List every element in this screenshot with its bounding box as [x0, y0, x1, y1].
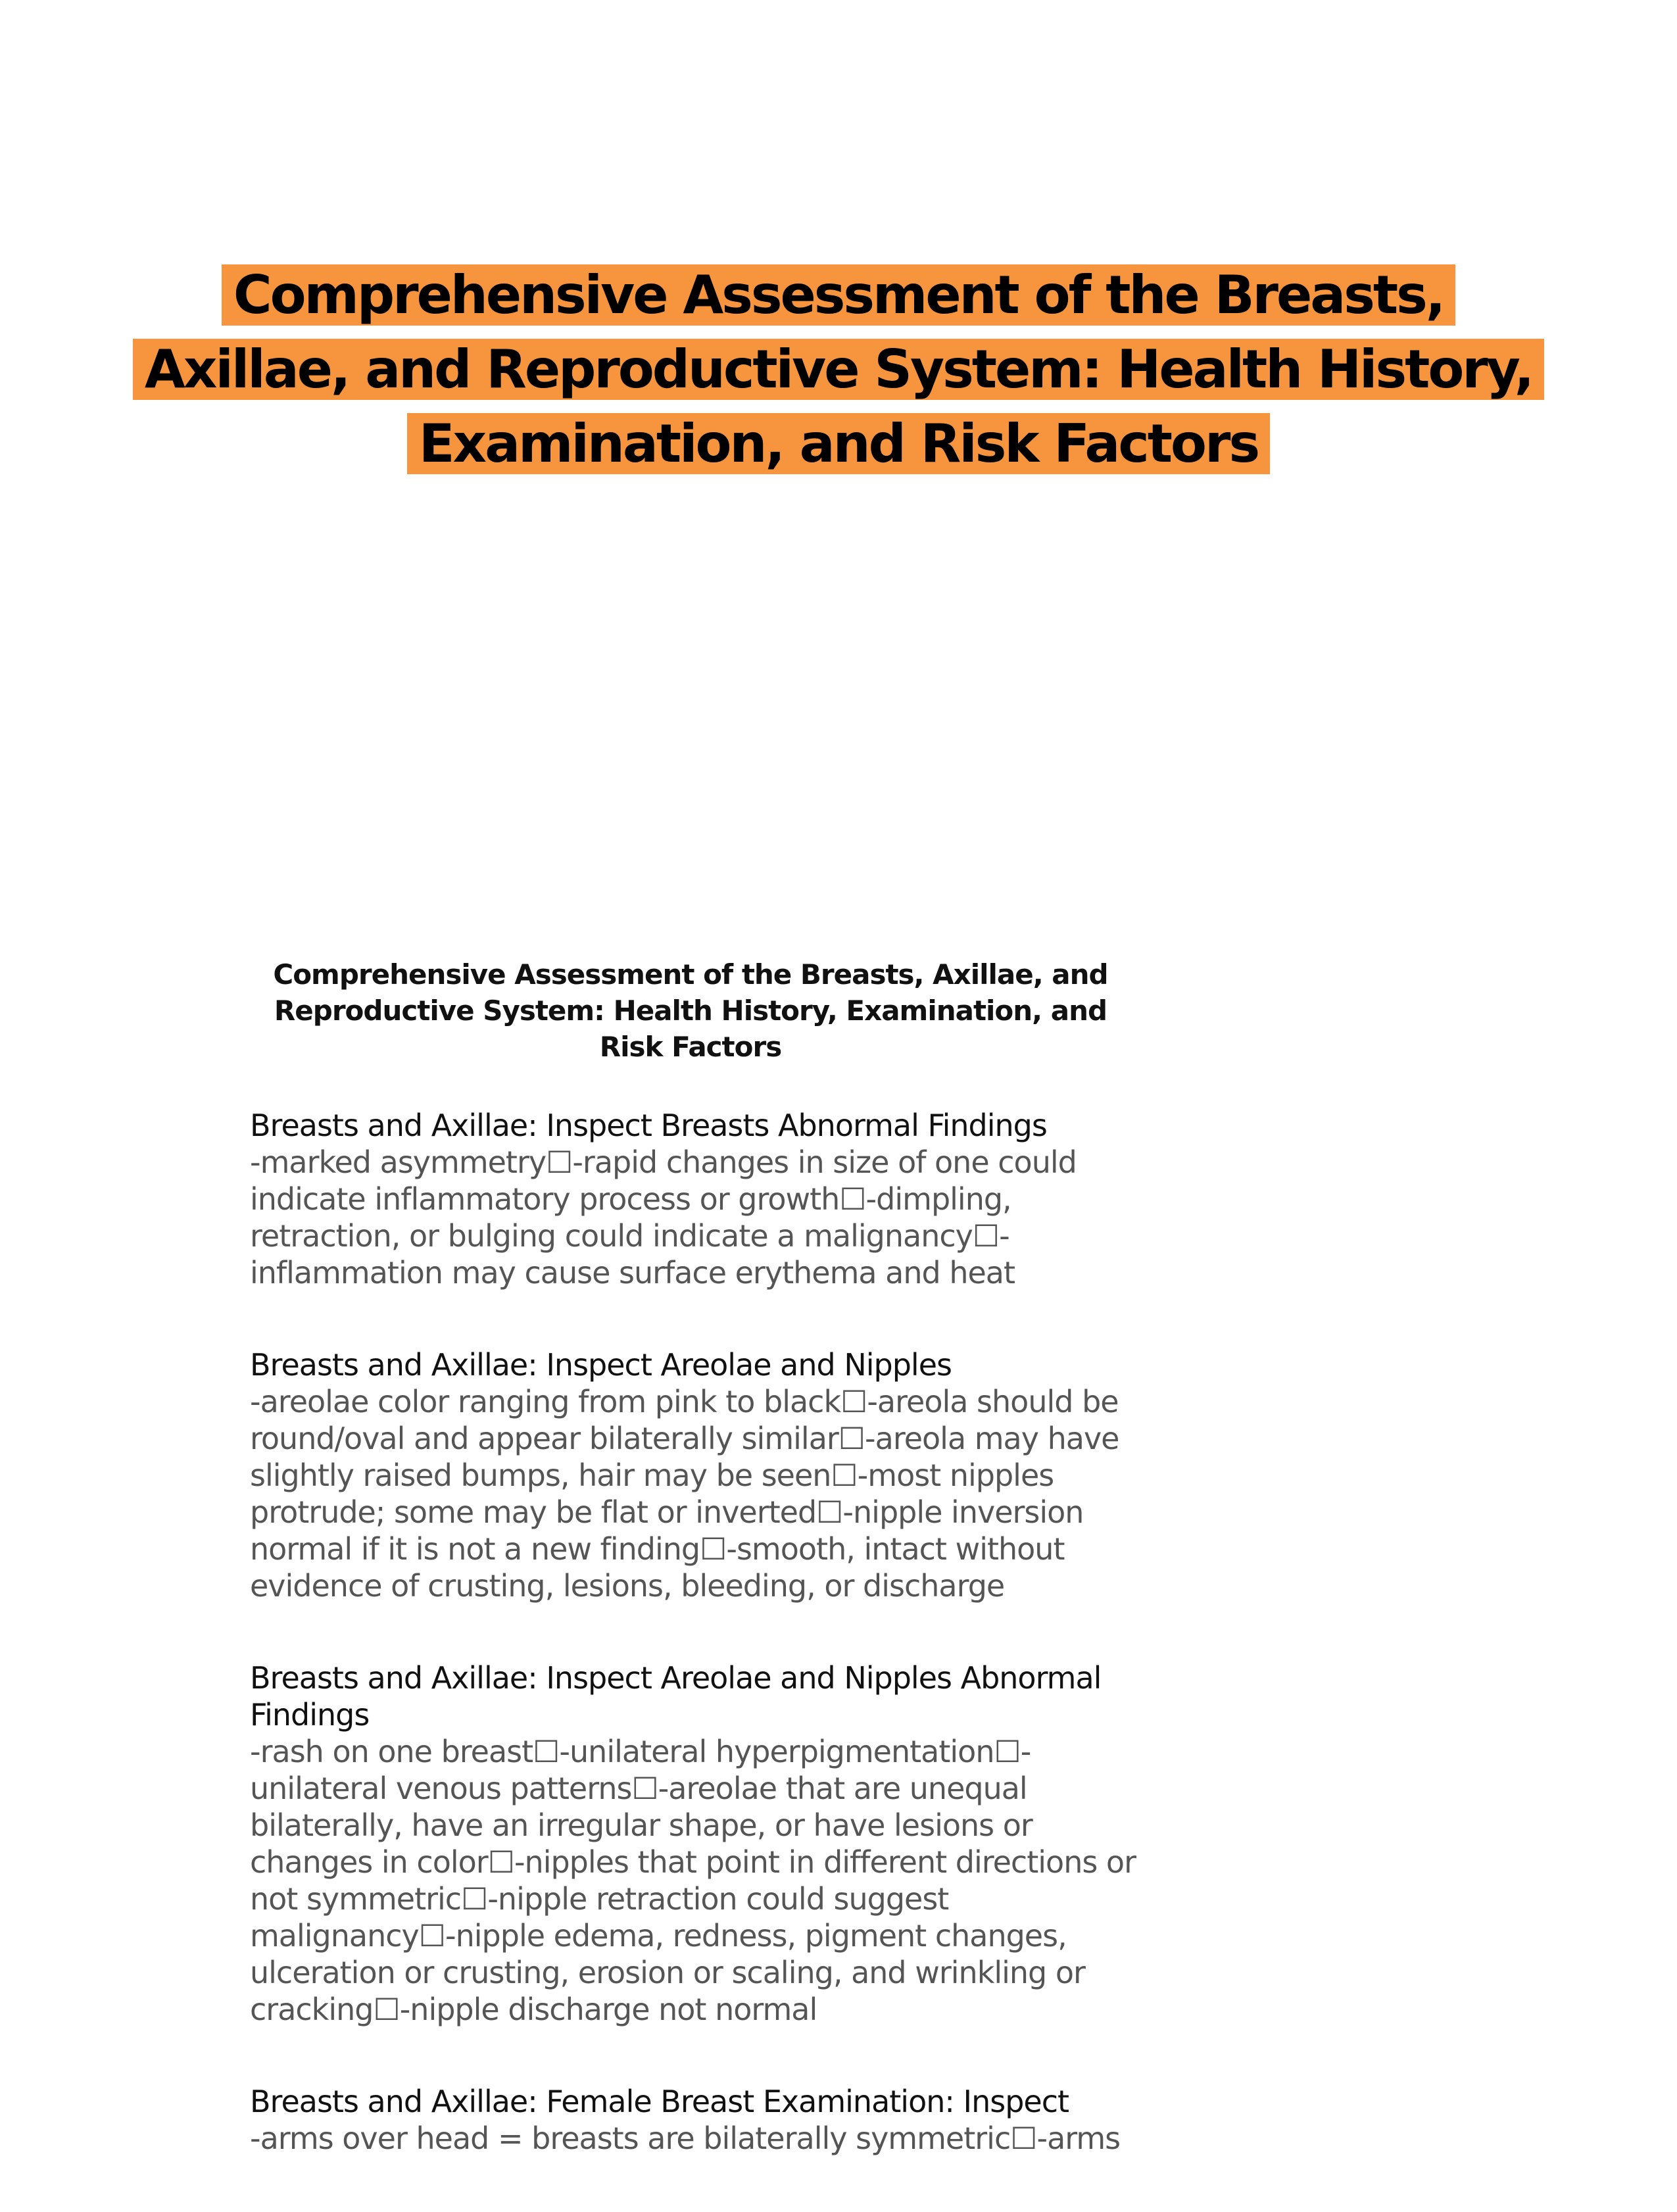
document-banner [132, 258, 1545, 481]
flashcard [250, 1346, 1157, 1604]
banner-title: Comprehensive Assessment of the Breasts, Axillae, and Reproductive System: Health History, Examination, and Risk Factors [133, 264, 1544, 474]
card-term: Breasts and Axillae: Female Breast Examination: Inspect [250, 2084, 1069, 2119]
document-body [250, 956, 1157, 2212]
card-definition: -areolae color ranging from pink to black☐-areola should be round/oval and appear bilaterally similar☐-areola may have slightly raised bumps, hair may be seen☐-most nipples protrude; some may be flat or inverted☐-nipple inversion normal if it is not a new finding☐-smooth, intact without evidence of crusting, lesions, bleeding, or discharge [250, 1384, 1119, 1604]
flashcard [250, 2083, 1157, 2157]
document-title: Comprehensive Assessment of the Breasts, Axillae, and Reproductive System: Health History, Examination, and Risk Factors [273, 958, 1108, 1063]
card-definition: -arms over head = breasts are bilaterally symmetric☐-arms [250, 2121, 1121, 2156]
flashcard [250, 1107, 1157, 1291]
flashcard [250, 1659, 1157, 2028]
card-term: Breasts and Axillae: Inspect Areolae and Nipples [250, 1347, 952, 1383]
card-term: Breasts and Axillae: Inspect Areolae and Nipples Abnormal Findings [250, 1660, 1102, 1733]
card-term: Breasts and Axillae: Inspect Breasts Abnormal Findings [250, 1108, 1047, 1143]
card-definition: -rash on one breast☐-unilateral hyperpigmentation☐-unilateral venous patterns☐-areolae that are unequal bilaterally, have an irregular shape, or have lesions or changes in color☐-nipples that point in different directions or not symmetric☐-nipple retraction could suggest malignancy☐-nipple edema, redness, pigment changes, ulceration or crusting, erosion or scaling, and wrinkling or cracking☐-nipple discharge not normal [250, 1734, 1136, 2027]
card-definition: -marked asymmetry☐-rapid changes in size of one could indicate inflammatory process or growth☐-dimpling, retraction, or bulging could indicate a malignancy☐-inflammation may cause surface erythema and heat [250, 1144, 1077, 1290]
